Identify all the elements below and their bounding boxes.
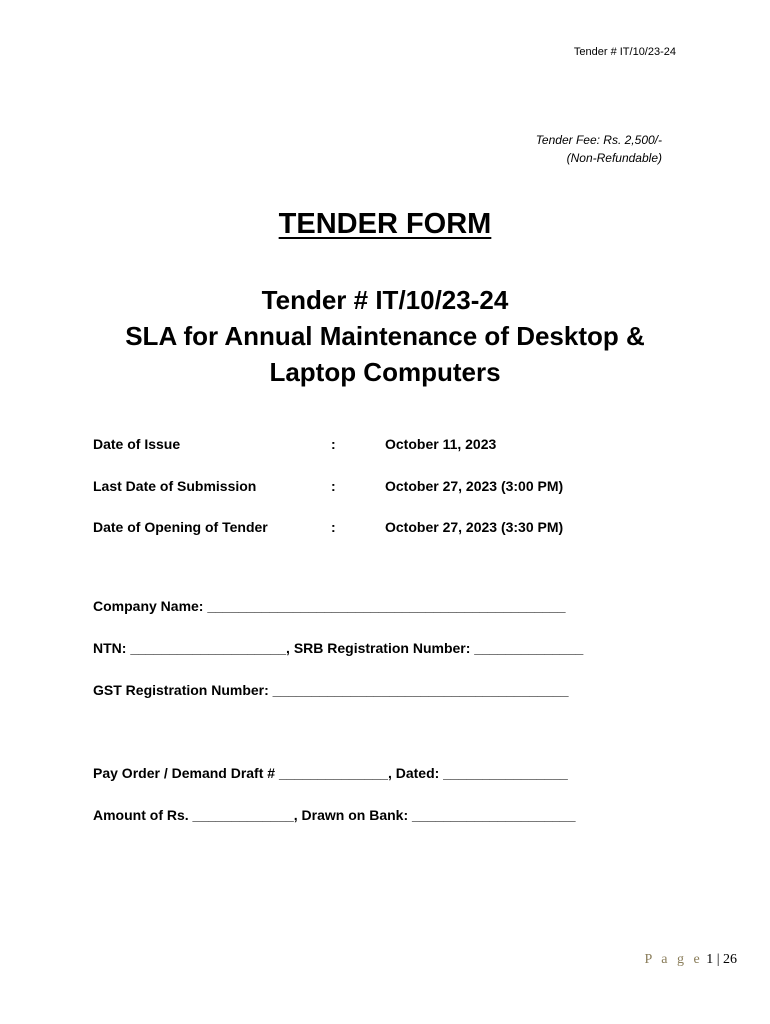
date-colon: : (331, 436, 336, 452)
page-number (644, 952, 737, 968)
tender-fee (536, 131, 662, 167)
header-tender-ref: Tender # IT/10/23-24 (573, 46, 676, 58)
spacer (93, 724, 653, 765)
date-colon: : (331, 519, 336, 535)
date-colon: : (331, 477, 336, 494)
tender-fee-note: (Non-Refundable) (566, 151, 662, 165)
tender-subject (60, 282, 710, 390)
subject-line-2: SLA for Annual Maintenance of Desktop & (125, 321, 645, 351)
date-row-issue (93, 436, 653, 478)
date-row-submission (93, 478, 653, 520)
date-label: Date of Opening of Tender (93, 519, 268, 535)
date-value: October 27, 2023 (3:00 PM) (385, 477, 564, 494)
ntn-srb-field: NTN: ____________________, SRB Registration Number: ______________ (93, 640, 584, 656)
dates-section (93, 436, 653, 561)
page-count: 1 | 26 (706, 952, 737, 967)
gst-registration-field: GST Registration Number: ______________________________________ (93, 682, 569, 698)
amount-field: Amount of Rs. _____________, Drawn on Bank: _____________________ (93, 807, 576, 823)
date-row-opening (93, 519, 653, 561)
subject-tender-number: Tender # IT/10/23-24 (261, 285, 509, 315)
date-label: Date of Issue (93, 436, 181, 452)
form-title: TENDER FORM (278, 208, 492, 240)
company-name-field: Company Name: ______________________________________________ (93, 598, 566, 614)
date-value: October 11, 2023 (385, 436, 497, 452)
tender-fee-amount: Tender Fee: Rs. 2,500/- (535, 133, 662, 147)
date-value: October 27, 2023 (3:30 PM) (385, 519, 564, 535)
applicant-fields (93, 598, 653, 849)
pay-order-field: Pay Order / Demand Draft # ______________, Dated: ________________ (93, 765, 568, 781)
page-label: P a g e (644, 952, 703, 967)
subject-line-3: Laptop Computers (269, 357, 501, 387)
date-label: Last Date of Submission (93, 477, 257, 494)
